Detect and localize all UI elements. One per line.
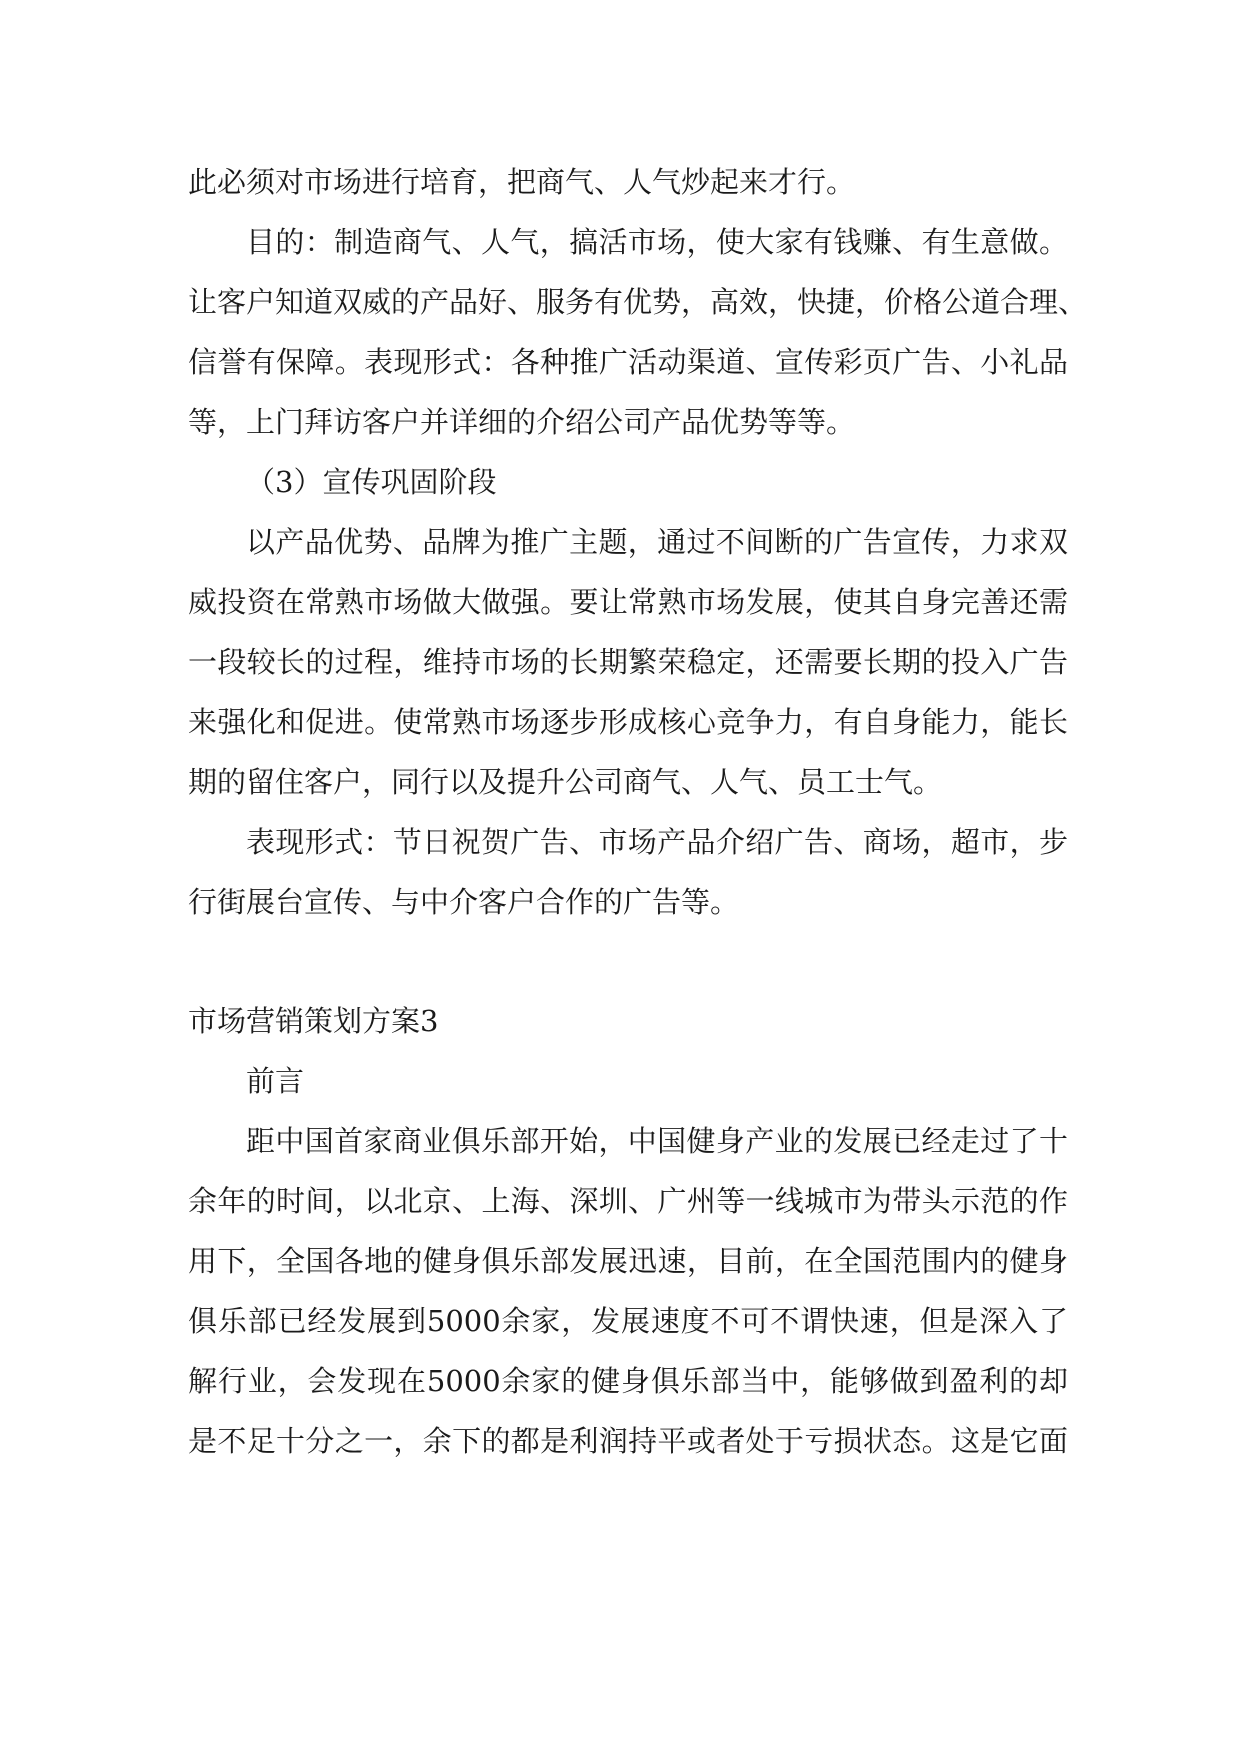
text-line: 一段较长的过程，维持市场的长期繁荣稳定，还需要长期的投入广告 [188, 645, 1068, 679]
section-heading: （3）宣传巩固阶段 [246, 465, 497, 499]
text-line: 俱乐部已经发展到5000余家，发展速度不可不谓快速，但是深入了 [188, 1304, 1068, 1338]
text-line: 表现形式：节日祝贺广告、市场产品介绍广告、商场，超市，步 [246, 825, 1068, 859]
text-line: 期的留住客户，同行以及提升公司商气、人气、员工士气。 [188, 765, 943, 799]
text-line: 等，上门拜访客户并详细的介绍公司产品优势等等。 [188, 405, 856, 439]
text-line: 信誉有保障。表现形式：各种推广活动渠道、宣传彩页广告、小礼品 [188, 345, 1068, 379]
text-line: 威投资在常熟市场做大做强。要让常熟市场发展，使其自身完善还需 [188, 585, 1068, 619]
text-line: 是不足十分之一，余下的都是利润持平或者处于亏损状态。这是它面 [188, 1424, 1068, 1458]
text-line: 余年的时间，以北京、上海、深圳、广州等一线城市为带头示范的作 [188, 1184, 1068, 1218]
text-line: 以产品优势、品牌为推广主题，通过不间断的广告宣传，力求双 [246, 525, 1068, 559]
text-line: 行街展台宣传、与中介客户合作的广告等。 [188, 885, 740, 919]
text-line: 用下，全国各地的健身俱乐部发展迅速，目前，在全国范围内的健身 [188, 1244, 1068, 1278]
section-heading: 前言 [246, 1064, 305, 1098]
text-line: 来强化和促进。使常熟市场逐步形成核心竞争力，有自身能力，能长 [188, 705, 1068, 739]
text-line: 让客户知道双威的产品好、服务有优势，高效，快捷，价格公道合理、 [188, 285, 1088, 319]
text-line: 距中国首家商业俱乐部开始，中国健身产业的发展已经走过了十 [246, 1124, 1068, 1158]
text-line: 此必须对市场进行培育，把商气、人气炒起来才行。 [188, 165, 856, 199]
document-title: 市场营销策划方案3 [188, 1004, 439, 1038]
text-line: 目的：制造商气、人气，搞活市场，使大家有钱赚、有生意做。 [246, 225, 1068, 259]
text-line: 解行业，会发现在5000余家的健身俱乐部当中，能够做到盈利的却 [188, 1364, 1068, 1398]
